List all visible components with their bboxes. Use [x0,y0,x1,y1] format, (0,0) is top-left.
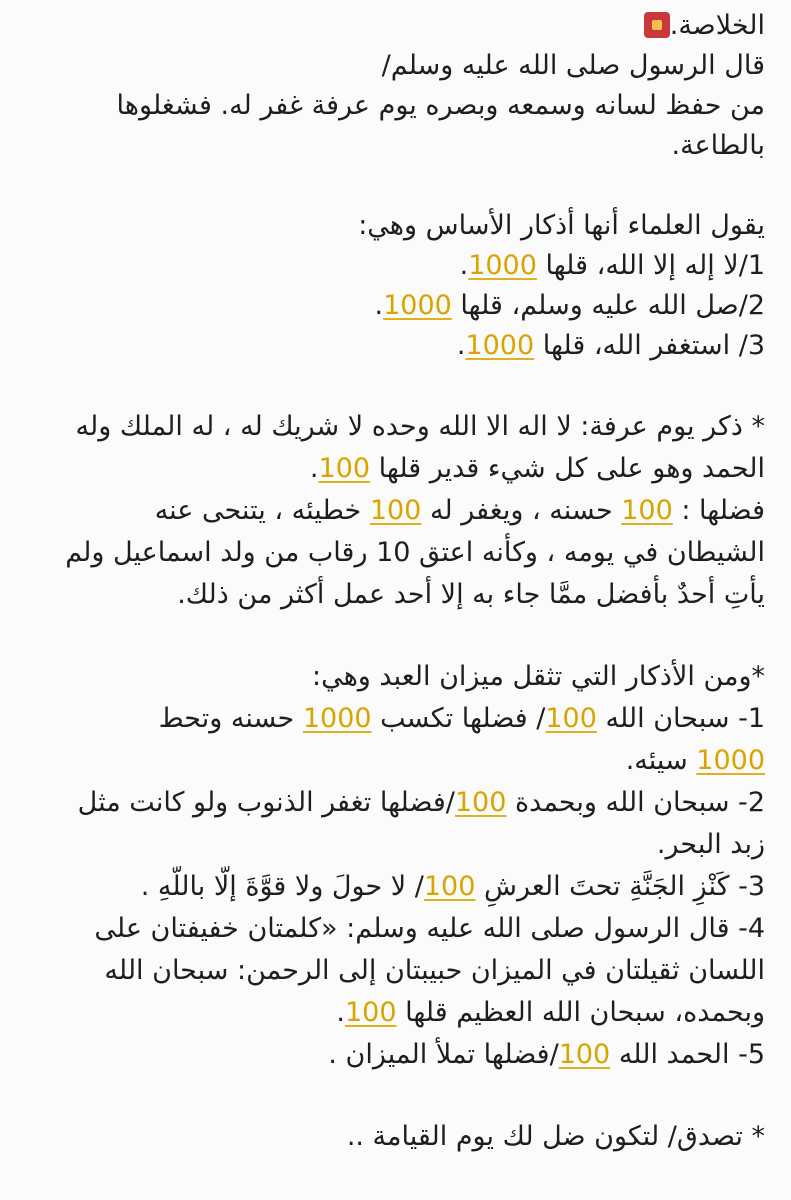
basics-item-1 [22,246,765,286]
line-text: / لا حولَ ولا قوَّةَ إلَّا باللَّهِ . [140,871,424,902]
line-text: فضلها : [672,495,765,526]
line-text: /فضلها تغفر الذنوب ولو كانت مثل [77,787,455,818]
arafa-line-1: * ذكر يوم عرفة: لا اله الا الله وحده لا شريك له ، له الملك وله [75,411,765,442]
line-text: وبحمده، سبحان الله العظيم قلها [396,997,765,1028]
count-number: 100 [545,703,597,734]
arafa-line-4: الشيطان في يومه ، وكأنه اعتق 10 رقاب من ولد اسماعيل ولم [65,537,765,568]
arafa-line-2 [22,448,765,490]
count-number: 100 [369,495,422,526]
line-text: . [336,997,345,1028]
count-number: 1000 [696,745,765,776]
mizan-item-1 [22,698,765,740]
count-number: 100 [558,1039,611,1070]
item-text: 1/لا إله إلا الله، قلها [536,250,765,281]
count-number: 1000 [383,290,452,321]
spacer [22,1076,765,1116]
basics-heading: يقول العلماء أنها أذكار الأساس وهي: [358,210,765,241]
spacer [22,366,765,406]
line-text: 5- الحمد الله [610,1039,765,1070]
mizan-item-2 [22,782,765,824]
intro-line-2: من حفظ لسانه وسمعه وبصره يوم عرفة غفر له. فشغلوها [116,90,765,121]
line-text: /فضلها تملأ الميزان . [328,1039,559,1070]
title-line [22,6,765,46]
count-number: 100 [423,871,476,902]
line-text: حسنه ، ويغفر له [421,495,622,526]
line-text: . [309,453,319,484]
count-number: 1000 [465,330,535,361]
mizan-item-4: 4- قال الرسول صلى الله عليه وسلم: «كلمتان خفيفتان على [94,913,765,944]
count-number: 100 [344,997,397,1028]
line-text: حسنه وتحط [158,703,303,734]
spacer [22,166,765,206]
count-number: 100 [621,495,673,526]
intro-line-3: بالطاعة. [671,130,765,161]
line-text: سيئه. [625,745,697,776]
mizan-item-5 [22,1034,765,1076]
spacer [22,616,765,656]
item-text: . [374,290,384,321]
line-text: 1- سبحان الله [596,703,765,734]
mizan-item-2-cont: زبد البحر. [656,829,765,860]
count-number: 100 [318,453,371,484]
item-text: 3/ استغفر الله، قلها [534,330,765,361]
line-text: / فضلها تكسب [371,703,546,734]
basics-item-3 [22,326,765,366]
item-text: 2/صل الله عليه وسلم، قلها [451,290,765,321]
mizan-item-1-cont [22,740,765,782]
title-text: الخلاصة. [669,10,765,41]
mizan-item-4-end [22,992,765,1034]
count-number: 1000 [468,250,537,281]
mizan-item-4-cont: اللسان ثقيلتان في الميزان حبيبتان إلى الرحمن: سبحان الله [104,955,765,986]
count-number: 1000 [302,703,372,734]
mizan-heading: *ومن الأذكار التي تثقل ميزان العبد وهي: [311,661,765,692]
intro-line-1: قال الرسول صلى الله عليه وسلم/ [381,50,765,81]
item-text: . [456,330,466,361]
line-text: الحمد وهو على كل شيء قدير قلها [370,453,765,484]
line-text: 2- سبحان الله وبحمدة [506,787,765,818]
basics-item-2 [22,286,765,326]
count-number: 100 [454,787,507,818]
arafa-line-3 [22,490,765,532]
mizan-item-3 [22,866,765,908]
arafa-line-5: يأتِ أحدٌ بأفضل ممَّا جاء به إلا أحد عمل أكثر من ذلك. [177,579,765,610]
item-text: . [459,250,469,281]
bookmark-emoji-icon [644,12,670,38]
line-text: 3- كَنْزِ الجَنَّةِ تحتَ العرشِ [475,871,765,902]
line-text: خطيئه ، يتنحى عنه [154,495,370,526]
footer-line: * تصدق/ لتكون ضل لك يوم القيامة .. [346,1121,765,1152]
